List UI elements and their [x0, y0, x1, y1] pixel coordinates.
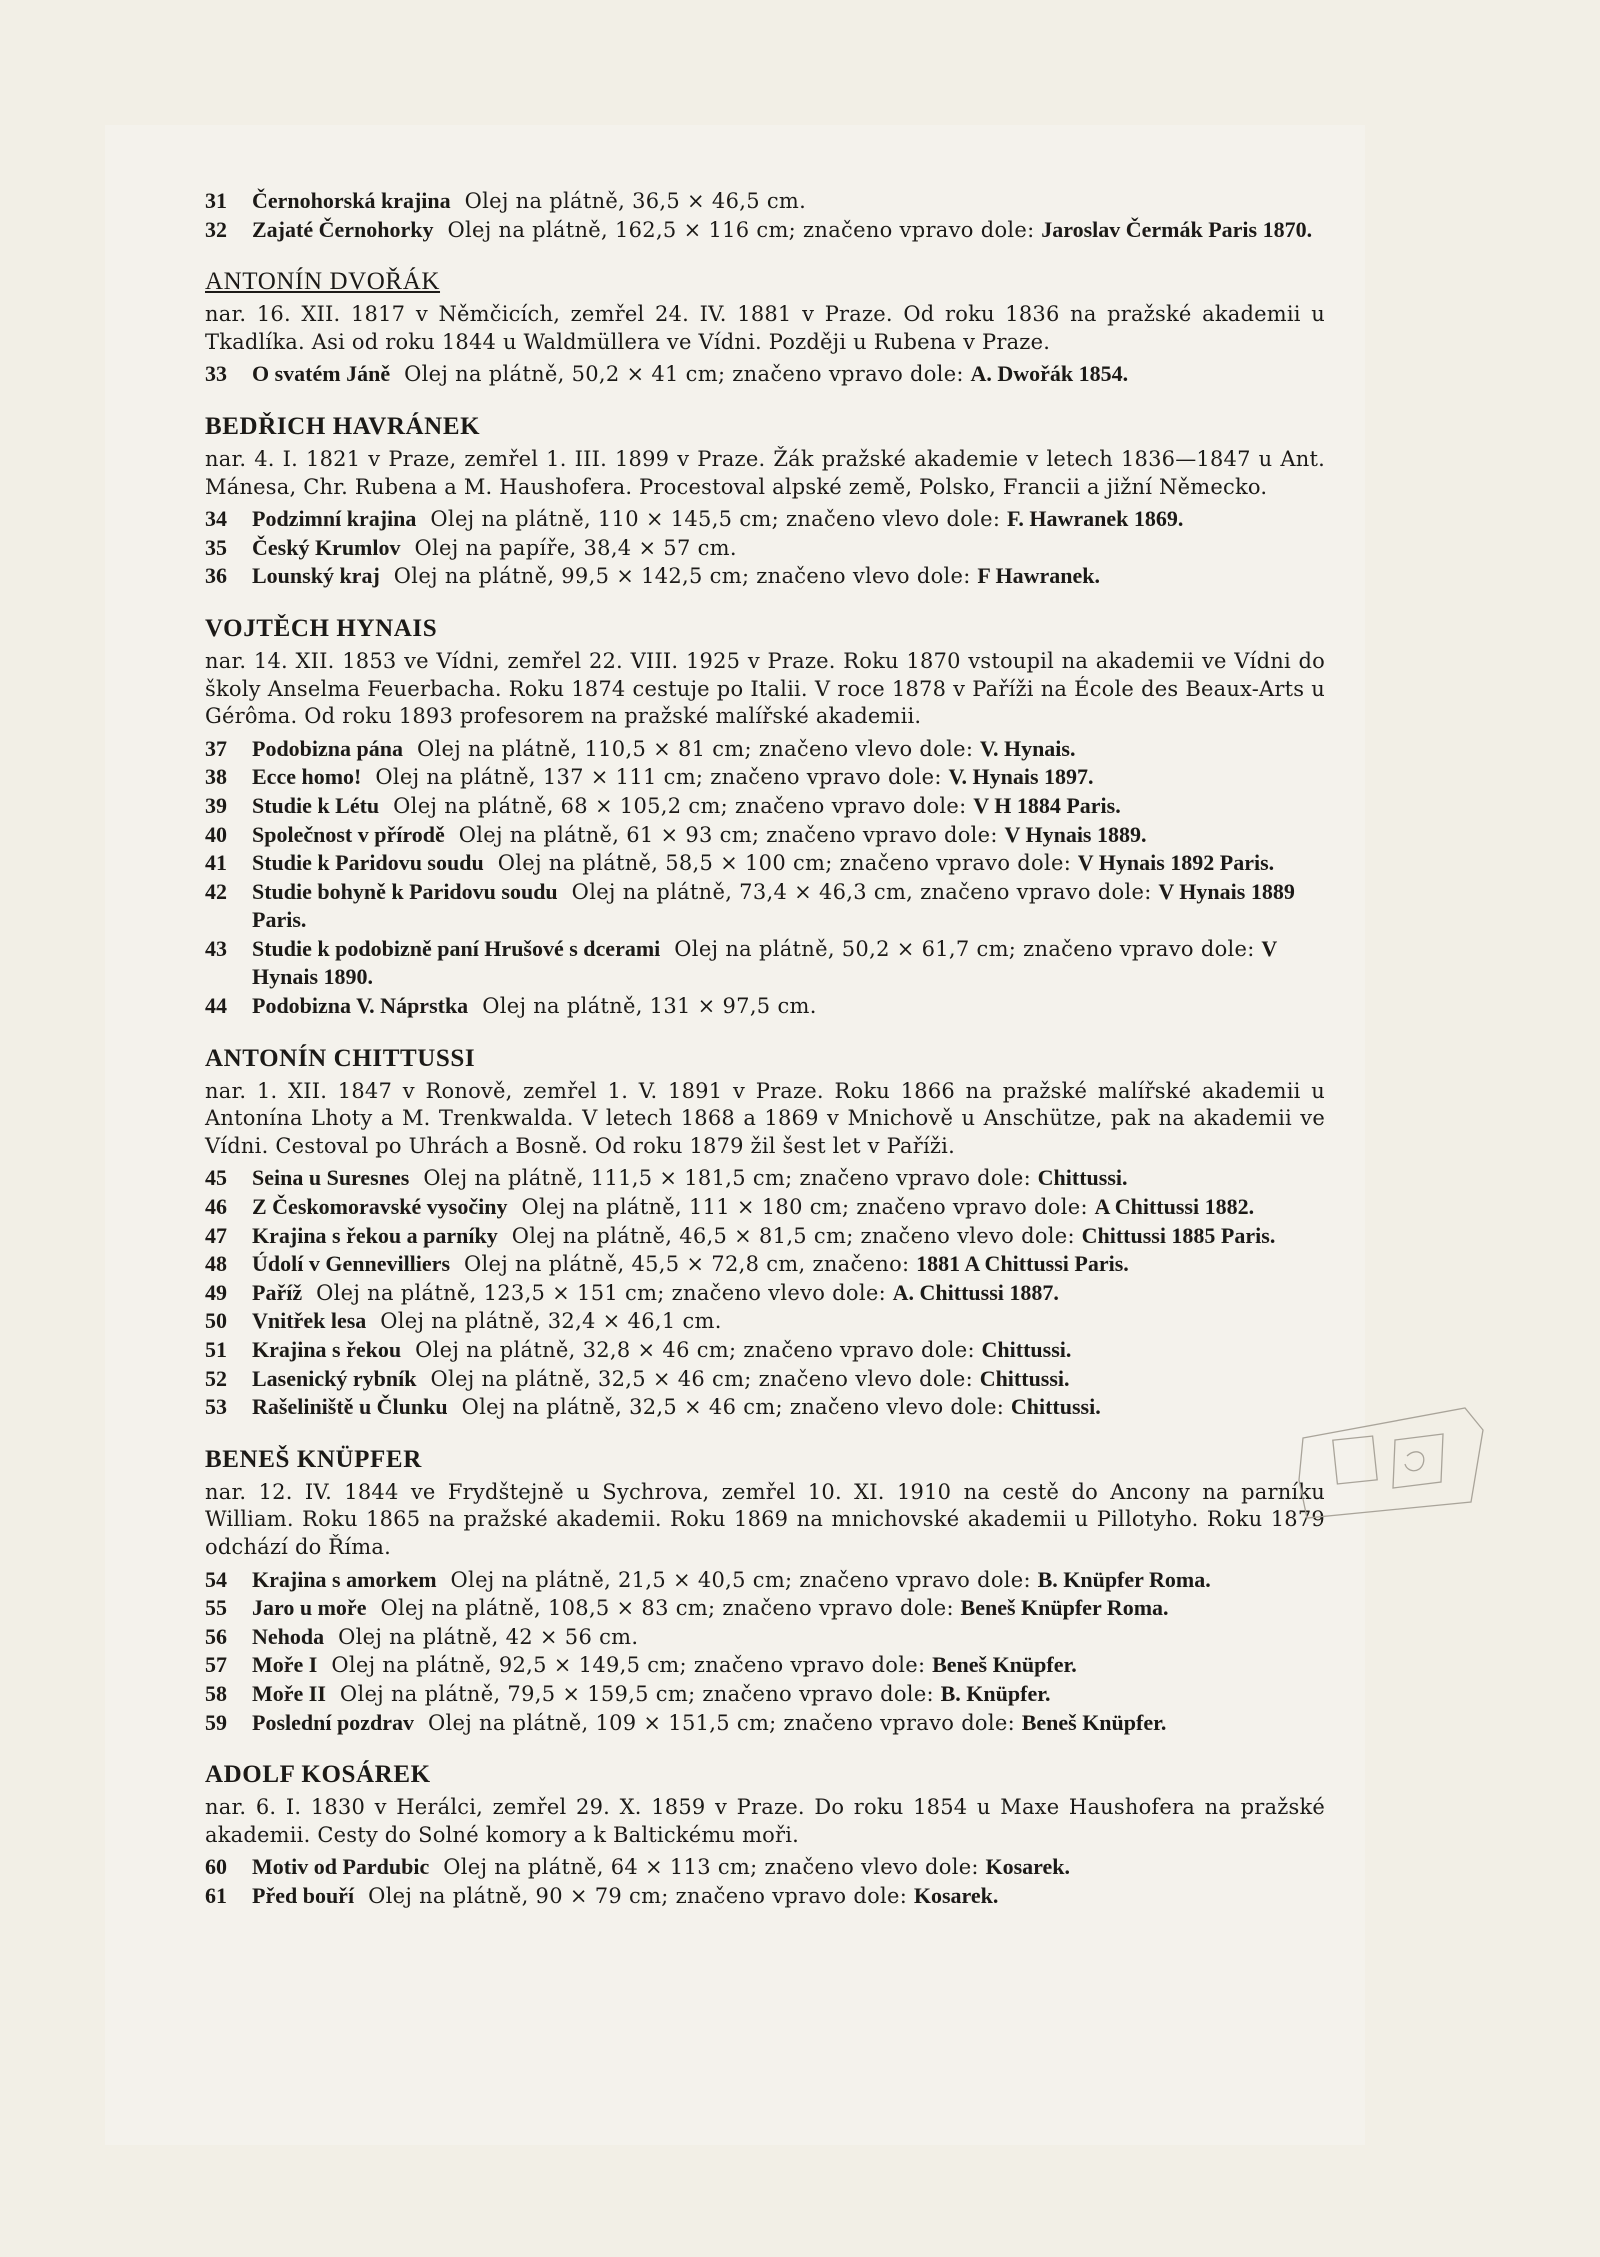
entry-signature: A Chittussi 1882. — [1094, 1194, 1255, 1220]
entry-signature: A. Chittussi 1887. — [892, 1279, 1059, 1305]
entry-body — [252, 1623, 1325, 1652]
artist-bio: nar. 4. I. 1821 v Praze, zemřel 1. III. 1899 v Praze. Žák pražské akademie v letech 1836—1847 u Ant. Mánesa, Chr. Rubena a M. Haushofera. Procestoval alpské země, Polsko, Francii a jižní Německo. — [205, 446, 1325, 499]
artist-name: ANTONÍN DVOŘÁK — [205, 268, 441, 296]
entry-description: Olej na plátně, 131 × 97,5 cm. — [482, 994, 817, 1019]
entry-description: Olej na plátně, 110,5 × 81 cm; značeno vlevo dole: — [417, 736, 974, 761]
entry-title: Paříž — [252, 1279, 303, 1305]
entry-description: Olej na plátně, 109 × 151,5 cm; značeno vpravo dole: — [427, 1710, 1015, 1735]
entry-description: Olej na plátně, 108,5 × 83 cm; značeno vpravo dole: — [380, 1596, 954, 1621]
entry-description: Olej na plátně, 68 × 105,2 cm; značeno vpravo dole: — [393, 793, 967, 818]
entry-title: Před bouří — [252, 1882, 355, 1908]
entry-number: 53 — [205, 1394, 227, 1420]
entry-signature: Beneš Knüpfer Roma. — [960, 1595, 1169, 1621]
catalog-entry — [205, 1222, 1325, 1251]
entry-signature: Kosarek. — [985, 1854, 1071, 1880]
entry-description: Olej na plátně, 61 × 93 cm; značeno vpravo dole: — [458, 822, 998, 847]
entry-number: 48 — [205, 1251, 227, 1277]
entry-title: Lasenický rybník — [252, 1365, 417, 1391]
entry-number: 43 — [205, 935, 227, 961]
catalog-entry — [205, 534, 1325, 563]
entry-title: Studie k Paridovu soudu — [252, 850, 484, 876]
entry-signature: Beneš Knüpfer. — [932, 1652, 1077, 1678]
entry-description: Olej na plátně, 58,5 × 100 cm; značeno vpravo dole: — [497, 851, 1072, 876]
entry-title: Černohorská krajina — [252, 188, 451, 213]
entry-title: Český Krumlov — [252, 534, 401, 560]
entry-title: Krajina s amorkem — [252, 1566, 437, 1592]
entry-body — [252, 505, 1325, 534]
entry-body — [252, 187, 1325, 216]
artist-bio: nar. 14. XII. 1853 ve Vídni, zemřel 22. VIII. 1925 v Praze. Roku 1870 vstoupil na akademii ve Vídni do školy Anselma Feuerbacha. Roku 1874 cestuje po Italii. V roce 1878 v Paříži na École des Beaux-Arts u Gérôma. Od roku 1893 profesorem na pražské malířské akademii. — [205, 648, 1325, 729]
entry-body — [252, 1709, 1325, 1738]
entry-body — [252, 1566, 1325, 1595]
entry-title: Rašeliniště u Člunku — [252, 1394, 448, 1420]
entry-number: 54 — [205, 1566, 227, 1592]
entry-number: 34 — [205, 506, 227, 532]
entry-description: Olej na plátně, 111 × 180 cm; značeno vpravo dole: — [521, 1195, 1088, 1220]
entry-description: Olej na papíře, 38,4 × 57 cm. — [414, 535, 737, 560]
catalog-entry — [205, 763, 1325, 792]
entry-number: 33 — [205, 361, 227, 387]
entry-description: Olej na plátně, 123,5 × 151 cm; značeno vlevo dole: — [316, 1280, 886, 1305]
catalog-entry — [205, 1336, 1325, 1365]
entry-signature: Chittussi. — [1037, 1165, 1128, 1191]
entry-number: 51 — [205, 1337, 227, 1362]
entry-number: 60 — [205, 1854, 227, 1880]
entry-number: 41 — [205, 850, 227, 876]
entry-description: Olej na plátně, 32,8 × 46 cm; značeno vpravo dole: — [415, 1338, 975, 1362]
artist-bio: nar. 1. XII. 1847 v Ronově, zemřel 1. V. 1891 v Praze. Roku 1866 na pražské malířské akademii u Antonína Lhoty a M. Trenkwalda. V letech 1868 a 1869 v Mnichově u Anschütze, pak na akademii ve Vídni. Cestoval po Uhrách a Bosně. Od roku 1879 žil šest let v Paříži. — [205, 1078, 1325, 1158]
entry-description: Olej na plátně, 111,5 × 181,5 cm; značeno vpravo dole: — [423, 1166, 1031, 1191]
catalog-entry — [205, 1680, 1325, 1709]
catalog-entry — [205, 878, 1325, 935]
entry-body — [252, 1594, 1325, 1623]
entry-body — [252, 1680, 1325, 1709]
artist-name: BEDŘICH HAVRÁNEK — [205, 412, 481, 440]
catalog-entry — [205, 1250, 1325, 1279]
catalog-entry — [205, 1623, 1325, 1652]
entry-description: Olej na plátně, 45,5 × 72,8 cm, značeno: — [464, 1252, 910, 1277]
artist-bio: nar. 12. IV. 1844 ve Frydštejně u Sychrova, zemřel 10. XI. 1910 na cestě do Ancony na parníku William. Roku 1865 na pražské akademii. Roku 1869 na mnichovské akademii u Pillotyho. Roku 1879 odchází do Říma. — [205, 1479, 1325, 1559]
entry-title: Podobizna pána — [252, 735, 403, 761]
entry-body — [252, 992, 1325, 1021]
entry-title: Moře II — [252, 1680, 326, 1706]
entry-description: Olej na plátně, 64 × 113 cm; značeno vlevo dole: — [443, 1855, 979, 1880]
entry-description: Olej na plátně, 46,5 × 81,5 cm; značeno vlevo dole: — [511, 1223, 1075, 1248]
entry-body — [252, 935, 1325, 992]
entry-body — [252, 1853, 1325, 1882]
catalog-entry — [205, 216, 1325, 245]
entry-signature: Beneš Knüpfer. — [1021, 1709, 1167, 1735]
entry-signature: B. Knüpfer Roma. — [1037, 1566, 1211, 1592]
entry-title: Studie bohyně k Paridovu soudu — [252, 878, 558, 904]
entry-number: 44 — [205, 993, 227, 1019]
entry-description: Olej na plátně, 21,5 × 40,5 cm; značeno vpravo dole: — [450, 1567, 1031, 1592]
entry-description: Olej na plátně, 92,5 × 149,5 cm; značeno vpravo dole: — [331, 1653, 926, 1678]
artist-name: VOJTĚCH HYNAIS — [205, 614, 438, 642]
entry-title: Zajaté Černohorky — [252, 216, 434, 242]
entry-signature: V Hynais 1892 Paris. — [1077, 850, 1275, 876]
entry-title: Studie k Létu — [252, 792, 380, 818]
entry-title: Společnost v přírodě — [252, 821, 445, 847]
entry-body — [252, 216, 1325, 245]
entry-title: Studie k podobizně paní Hrušové s dcerami — [252, 935, 661, 961]
entry-description: Olej na plátně, 137 × 111 cm; značeno vpravo dole: — [375, 765, 942, 790]
artist-section — [205, 614, 1325, 1021]
entry-signature: V Hynais 1889. — [1004, 821, 1147, 847]
artist-bio: nar. 6. I. 1830 v Herálci, zemřel 29. X. 1859 v Praze. Do roku 1854 u Maxe Haushofera na pražské akademii. Cesty do Solné komory a k Baltickému moři. — [205, 1795, 1325, 1847]
entry-body — [252, 360, 1325, 389]
entry-body — [252, 1307, 1325, 1336]
artist-name: ANTONÍN CHITTUSSI — [205, 1044, 476, 1072]
entry-body — [252, 1193, 1325, 1222]
catalog-entry — [205, 360, 1325, 389]
entry-number: 52 — [205, 1365, 227, 1391]
entry-title: Nehoda — [252, 1623, 325, 1649]
entry-number: 49 — [205, 1279, 227, 1305]
entry-signature: Kosarek. — [913, 1882, 999, 1908]
entry-number: 56 — [205, 1623, 227, 1649]
entry-number: 59 — [205, 1709, 227, 1735]
entry-number: 45 — [205, 1165, 227, 1191]
entry-number: 36 — [205, 563, 227, 589]
catalog-entry — [205, 1566, 1325, 1595]
entry-body — [252, 792, 1325, 821]
catalog-content — [205, 187, 1325, 1911]
entry-signature: Chittussi 1885 Paris. — [1081, 1222, 1276, 1248]
artist-section — [205, 1760, 1325, 1910]
entry-title: Poslední pozdrav — [252, 1709, 414, 1735]
entry-title: Ecce homo! — [252, 764, 362, 790]
catalog-entry — [205, 992, 1325, 1021]
entry-signature: V Hynais 1890. — [252, 935, 1277, 990]
entry-title: Moře I — [252, 1652, 318, 1678]
entry-number: 39 — [205, 792, 227, 818]
catalog-entry — [205, 735, 1325, 764]
entry-number: 55 — [205, 1595, 227, 1621]
entry-description: Olej na plátně, 42 × 56 cm. — [338, 1624, 639, 1649]
entry-signature: Jaroslav Čermák Paris 1870. — [1041, 216, 1313, 242]
entry-body — [252, 1651, 1325, 1680]
entry-title: Podobizna V. Náprstka — [252, 993, 469, 1019]
entry-signature: B. Knüpfer. — [940, 1680, 1051, 1706]
entry-body — [252, 1393, 1325, 1422]
entry-signature: F Hawranek. — [977, 563, 1100, 589]
artist-section — [205, 1445, 1325, 1737]
entry-description: Olej na plátně, 73,4 × 46,3 cm, značeno vpravo dole: — [571, 879, 1152, 904]
catalog-entry — [205, 1307, 1325, 1336]
catalog-entry — [205, 1651, 1325, 1680]
entry-title: Lounský kraj — [252, 563, 380, 589]
catalog-entry — [205, 187, 1325, 216]
entry-body — [252, 1882, 1325, 1911]
catalog-entry — [205, 1594, 1325, 1623]
catalog-entry — [205, 1882, 1325, 1911]
entry-number: 32 — [205, 216, 227, 242]
catalog-entry — [205, 849, 1325, 878]
entry-body — [252, 1250, 1325, 1279]
entry-description: Olej na plátně, 162,5 × 116 cm; značeno vpravo dole: — [447, 217, 1035, 242]
entry-signature: Chittussi. — [1010, 1394, 1101, 1420]
catalog-entry — [205, 1709, 1325, 1738]
entry-description: Olej na plátně, 50,2 × 41 cm; značeno vpravo dole: — [404, 362, 964, 387]
catalog-entry — [205, 792, 1325, 821]
catalog-entry — [205, 1164, 1325, 1193]
entry-signature: Chittussi. — [981, 1337, 1072, 1362]
entry-body — [252, 1365, 1325, 1394]
catalog-entry — [205, 1279, 1325, 1308]
entry-signature: F. Hawranek 1869. — [1006, 506, 1184, 532]
entry-number: 50 — [205, 1308, 227, 1334]
entry-description: Olej na plátně, 79,5 × 159,5 cm; značeno vpravo dole: — [339, 1681, 934, 1706]
entry-signature: A. Dwořák 1854. — [970, 361, 1129, 387]
artist-section — [205, 267, 1325, 389]
entry-number: 35 — [205, 534, 227, 560]
entry-description: Olej na plátně, 90 × 79 cm; značeno vpravo dole: — [368, 1883, 908, 1908]
entry-title: Jaro u moře — [252, 1595, 367, 1621]
artist-name: BENEŠ KNÜPFER — [205, 1445, 422, 1473]
entry-signature: 1881 A Chittussi Paris. — [916, 1251, 1129, 1277]
entry-signature: V H 1884 Paris. — [973, 792, 1121, 818]
entry-body — [252, 1222, 1325, 1251]
catalog-entry — [205, 1853, 1325, 1882]
entry-description: Olej na plátně, 32,5 × 46 cm; značeno vlevo dole: — [461, 1395, 1005, 1420]
entry-signature: Chittussi. — [979, 1365, 1070, 1391]
entry-title: Seina u Suresnes — [252, 1165, 410, 1191]
entry-description: Olej na plátně, 99,5 × 142,5 cm; značeno vlevo dole: — [393, 564, 971, 589]
entry-number: 37 — [205, 735, 227, 761]
entry-body — [252, 534, 1325, 563]
entry-signature: V. Hynais 1897. — [948, 764, 1094, 790]
catalog-entry — [205, 505, 1325, 534]
entry-description: Olej na plátně, 36,5 × 46,5 cm. — [464, 189, 807, 213]
entry-title: Podzimní krajina — [252, 506, 417, 532]
catalog-entry — [205, 1365, 1325, 1394]
entry-description: Olej na plátně, 110 × 145,5 cm; značeno vlevo dole: — [430, 507, 1001, 532]
artist-name: ADOLF KOSÁREK — [205, 1761, 431, 1789]
entry-title: Vnitřek lesa — [252, 1308, 367, 1334]
artist-section — [205, 187, 1325, 244]
entry-description: Olej na plátně, 32,4 × 46,1 cm. — [380, 1309, 722, 1334]
entry-number: 61 — [205, 1882, 227, 1908]
entry-body — [252, 562, 1325, 591]
entry-title: O svatém Jáně — [252, 361, 391, 387]
catalog-entry — [205, 562, 1325, 591]
entry-title: Údolí v Gennevilliers — [252, 1251, 450, 1277]
artist-bio: nar. 16. XII. 1817 v Němčicích, zemřel 24. IV. 1881 v Praze. Od roku 1836 na pražské akademii u Tkadlíka. Asi od roku 1844 u Waldmüllera ve Vídni. Později u Rubena v Praze. — [205, 302, 1325, 354]
entry-title: Krajina s řekou a parníky — [252, 1222, 498, 1248]
artist-section — [205, 1044, 1325, 1422]
artist-section — [205, 412, 1325, 591]
entry-number: 40 — [205, 821, 227, 847]
entry-number: 38 — [205, 764, 227, 790]
entry-body — [252, 821, 1325, 850]
entry-number: 57 — [205, 1652, 227, 1678]
entry-body — [252, 1279, 1325, 1308]
entry-body — [252, 878, 1325, 935]
entry-body — [252, 763, 1325, 792]
entry-body — [252, 1336, 1325, 1365]
catalog-entry — [205, 1393, 1325, 1422]
entry-title: Krajina s řekou — [252, 1337, 402, 1362]
entry-description: Olej na plátně, 50,2 × 61,7 cm; značeno vpravo dole: — [674, 936, 1255, 961]
entry-description: Olej na plátně, 32,5 × 46 cm; značeno vlevo dole: — [430, 1366, 973, 1391]
entry-number: 42 — [205, 878, 227, 904]
entry-number: 47 — [205, 1222, 227, 1248]
entry-body — [252, 849, 1325, 878]
entry-body — [252, 735, 1325, 764]
entry-number: 58 — [205, 1680, 227, 1706]
entry-signature: V Hynais 1889 Paris. — [252, 878, 1295, 933]
catalog-entry — [205, 1193, 1325, 1222]
catalog-entry — [205, 821, 1325, 850]
entry-title: Z Českomoravské vysočiny — [252, 1194, 508, 1220]
entry-number: 46 — [205, 1194, 227, 1220]
entry-signature: V. Hynais. — [979, 735, 1076, 761]
entry-number: 31 — [205, 188, 227, 213]
catalog-entry — [205, 935, 1325, 992]
pencil-stamp-mark — [1295, 1400, 1485, 1520]
entry-body — [252, 1164, 1325, 1193]
entry-title: Motiv od Pardubic — [252, 1854, 430, 1880]
